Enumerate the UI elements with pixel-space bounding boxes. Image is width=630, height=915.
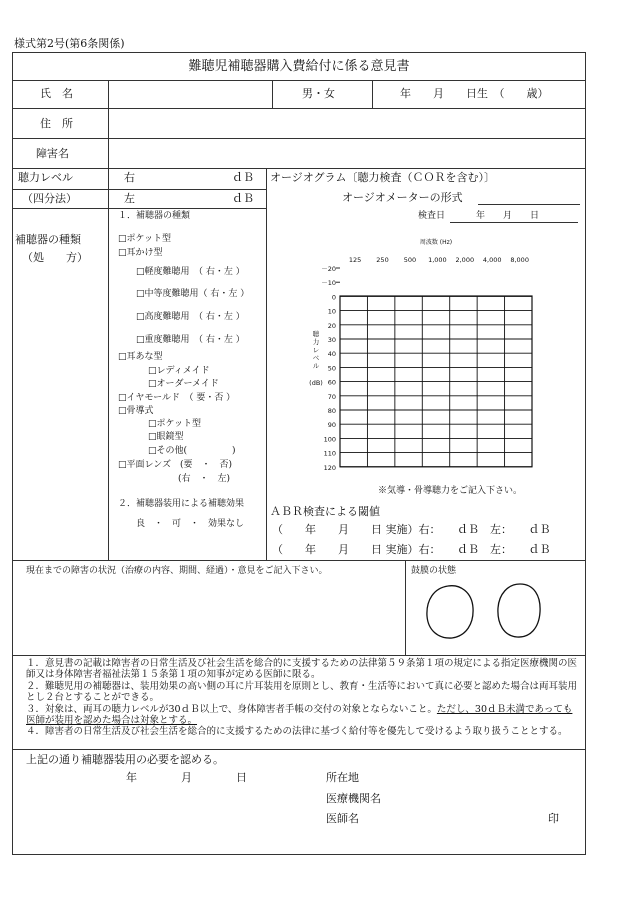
- abr-row-2: （ 年 月 日 実施）右： ｄＢ 左： ｄＢ: [272, 543, 551, 556]
- right-ear-label: 右: [124, 171, 135, 184]
- aid-item-in-ear: □耳あな型: [118, 352, 163, 362]
- y-axis-title-char: ベ: [312, 354, 320, 362]
- aid-type-label: 補聴器の種類: [15, 233, 81, 246]
- y-tick-label: 40: [327, 350, 336, 359]
- y-tick-label: 90: [327, 421, 336, 430]
- disability-label: 障害名: [36, 147, 69, 160]
- audiometer-type-label: オージオメーターの形式: [342, 191, 463, 204]
- aid-item-glasses: □眼鏡型: [148, 432, 184, 442]
- y-tick-label: 80: [327, 407, 336, 415]
- note-3-main: ３．対象は、両耳の聴力レベルが30ｄＢ以上で、身体障害者手帳の交付の対象とならないこと。: [26, 704, 437, 715]
- note-3: [26, 704, 581, 726]
- y-axis-title-char: 聴: [312, 330, 320, 338]
- eardrum-label: 鼓膜の状態: [411, 566, 457, 576]
- birth-field: 年 月 日生 （ 歳）: [400, 87, 549, 100]
- x-tick-label: 250: [376, 256, 389, 264]
- history-label: 現在までの障害の状況（治療の内容、期間、経過）・意見をご記入下さい。: [26, 566, 328, 576]
- y-tick-label: 20: [327, 321, 336, 330]
- y-tick-label: 10: [327, 307, 336, 316]
- address-label: 住 所: [40, 117, 73, 130]
- left-ear-label: 左: [124, 192, 135, 205]
- aid-item-flat-lens-side: (右 ・ 左): [178, 474, 231, 484]
- audiogram-note: ※気導・骨導聴力をご記入下さい。: [378, 486, 523, 496]
- name-label: 氏 名: [40, 87, 73, 100]
- aid-item-custom: □オーダーメイド: [148, 379, 219, 389]
- aid-item-severe: □高度難聴用 （ 右・左 ）: [136, 312, 245, 322]
- abr-heading: ＡＢＲ検査による閾値: [270, 505, 380, 518]
- aid-item-mild: □軽度難聴用 （ 右・左 ）: [136, 267, 245, 277]
- seal-mark: 印: [548, 812, 559, 825]
- aid-effect-options: 良 ・ 可 ・ 効果なし: [136, 519, 245, 529]
- right-eardrum-sketch: [427, 586, 473, 638]
- note-1: １．意見書の記載は障害者の日常生活及び社会生活を総合的に支援するための法律第５９条第１項の規定による指定医療機関の医師又は身体障害者福祉法第１５条第１項の知事が定める医師に限る。: [26, 658, 578, 680]
- y-axis-title-char: レ: [312, 346, 320, 354]
- note-4: ４．障害者の日常生活及び社会生活を総合的に支援するための法律に基づく給付等を優先して受けるよう取り扱うこととする。: [26, 726, 568, 737]
- x-tick-label: 4,000: [482, 256, 502, 264]
- aid-item-profound: □重度難聴用 （ 右・左 ）: [136, 335, 245, 345]
- y-tick-label: 100: [323, 435, 336, 444]
- abr-row-1: （ 年 月 日 実施）右： ｄＢ 左： ｄＢ: [272, 523, 551, 536]
- aid-item-bone-pocket: □ポケット型: [148, 419, 202, 429]
- aid-item-other: □その他( ): [148, 446, 236, 456]
- quadrant-method-label: （四分法）: [22, 192, 77, 205]
- aid-section-1: １．補聴器の種類: [118, 211, 191, 221]
- x-tick-label: 500: [403, 256, 417, 264]
- institution-label: 医療機関名: [326, 792, 381, 805]
- y-tick-label: 60: [327, 378, 336, 387]
- aid-item-pocket: □ポケット型: [118, 234, 172, 244]
- y-tick-label: －10: [321, 279, 336, 288]
- form-title: 難聴児補聴器購入費給付に係る意見書: [188, 59, 410, 74]
- aid-item-moderate: □中等度難聴用（ 右・左 ）: [136, 289, 250, 299]
- aid-item-bone: □骨導式: [118, 406, 154, 416]
- aid-item-behind-ear: □耳かけ型: [118, 248, 163, 258]
- y-axis-title-char: ル: [312, 362, 320, 370]
- eardrum-diagram: [420, 578, 550, 648]
- hearing-level-label: 聴力レベル: [18, 171, 73, 184]
- location-label: 所在地: [326, 771, 359, 784]
- prescription-label: （処 方）: [22, 251, 88, 264]
- y-tick-label: 50: [327, 364, 336, 373]
- y-axis-unit: (dB): [309, 379, 323, 387]
- y-tick-label: 70: [327, 392, 336, 401]
- y-tick-label: 110: [323, 449, 336, 458]
- frequency-axis-title: 周波数 (Hz): [419, 239, 453, 246]
- note-3-exception: ただし、30ｄＢ未満であっても医師が装用を認めた場合は対象とする。: [26, 704, 573, 726]
- aid-item-earmold: □イヤモールド （ 要・否 ）: [118, 393, 236, 403]
- aid-section-2: ２．補聴器装用による補聴効果: [118, 499, 245, 509]
- right-unit: ｄＢ: [232, 171, 254, 184]
- form-code: 様式第2号(第6条関係): [14, 37, 125, 50]
- x-tick-label: 2,000: [455, 256, 475, 264]
- note-2: ２．難聴児用の補聴器は、装用効果の高い側の耳に片耳装用を原則とし、教育・生活等において真に必要と認めた場合は両耳装用とし２台とすることができる。: [26, 681, 578, 703]
- exam-date-fields: 年 月 日: [476, 211, 540, 221]
- y-tick-label: 120: [323, 463, 336, 472]
- x-tick-label: 8,000: [510, 256, 529, 264]
- exam-date-label: 検査日: [418, 211, 446, 221]
- y-tick-label: 0: [331, 293, 336, 302]
- y-axis-title-char: 力: [312, 338, 320, 346]
- approval-statement: 上記の通り補聴器装用の必要を認める。: [26, 753, 224, 766]
- aid-item-ready-made: □レディメイド: [148, 366, 210, 376]
- left-eardrum-sketch: [498, 584, 540, 637]
- sex-field: 男・女: [302, 87, 335, 100]
- doctor-label: 医師名: [326, 812, 359, 825]
- approval-date: 年 月 日: [126, 771, 247, 784]
- y-tick-label: 30: [327, 336, 336, 344]
- audiogram-heading: オージオグラム〔聴力検査（ＣＯＲを含む）〕: [270, 171, 495, 184]
- left-unit: ｄＢ: [232, 192, 254, 205]
- aid-item-flat-lens: □平面レンズ (要 ・ 否): [118, 460, 233, 470]
- y-tick-label: －20: [321, 265, 336, 273]
- x-tick-label: 125: [348, 256, 362, 264]
- x-tick-label: 1,000: [428, 256, 447, 264]
